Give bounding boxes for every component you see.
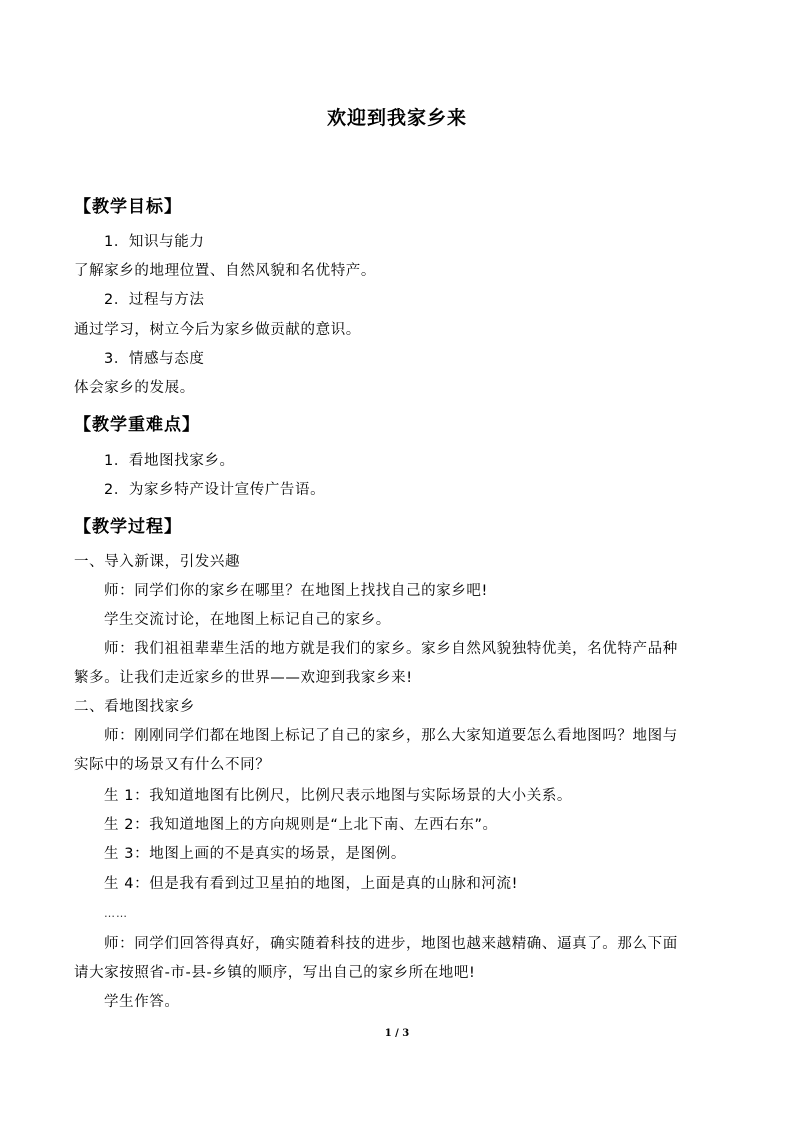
- process-line: 繁多。让我们走近家乡的世界——欢迎到我家乡来!: [74, 670, 413, 686]
- process-line: 师：我们祖祖辈辈生活的地方就是我们的家乡。家乡自然风貌独特优美，名优特产品种: [104, 641, 678, 657]
- section-heading-key-points: 【教学重难点】: [74, 415, 200, 435]
- process-line: 一、导入新课，引发兴趣: [74, 554, 241, 570]
- process-line: 师：同学们你的家乡在哪里？在地图上找找自己的家乡吧!: [104, 583, 488, 599]
- page-title: 欢迎到我家乡来: [326, 107, 467, 129]
- key-points-line: 2．为家乡特产设计宣传广告语。: [104, 482, 326, 498]
- process-line: 生 3：地图上画的不是真实的场景，是图例。: [104, 846, 406, 862]
- section-heading-process: 【教学过程】: [74, 517, 182, 537]
- section-heading-goals: 【教学目标】: [74, 197, 182, 217]
- ellipsis-line: ……: [104, 907, 128, 920]
- process-line: 师：同学们回答得真好，确实随着科技的进步，地图也越来越精确、逼真了。那么下面: [104, 936, 678, 952]
- goals-line: 通过学习，树立今后为家乡做贡献的意识。: [74, 322, 361, 338]
- process-line: 学生作答。: [104, 994, 180, 1010]
- goals-line: 1．知识与能力: [104, 234, 205, 250]
- process-line: 师：刚刚同学们都在地图上标记了自己的家乡，那么大家知道要怎么看地图吗？地图与: [104, 728, 678, 744]
- process-line: 二、看地图找家乡: [74, 699, 195, 715]
- goals-line: 体会家乡的发展。: [74, 380, 195, 396]
- process-line: 实际中的场景又有什么不同？: [74, 757, 271, 773]
- goals-line: 2．过程与方法: [104, 292, 205, 308]
- process-line: 生 4：但是我有看到过卫星拍的地图，上面是真的山脉和河流!: [104, 876, 519, 892]
- page-number: 1 / 3: [384, 1028, 410, 1039]
- process-line: 生 2：我知道地图上的方向规则是“上北下南、左西右东”。: [104, 817, 498, 833]
- goals-line: 了解家乡的地理位置、自然风貌和名优特产。: [74, 263, 376, 279]
- process-line: 请大家按照省-市-县-乡镇的顺序，写出自己的家乡所在地吧!: [74, 965, 476, 981]
- key-points-line: 1．看地图找家乡。: [104, 453, 235, 469]
- process-line: 生 1：我知道地图有比例尺，比例尺表示地图与实际场景的大小关系。: [104, 788, 573, 804]
- process-line: 学生交流讨论，在地图上标记自己的家乡。: [104, 612, 391, 628]
- goals-line: 3．情感与态度: [104, 351, 205, 367]
